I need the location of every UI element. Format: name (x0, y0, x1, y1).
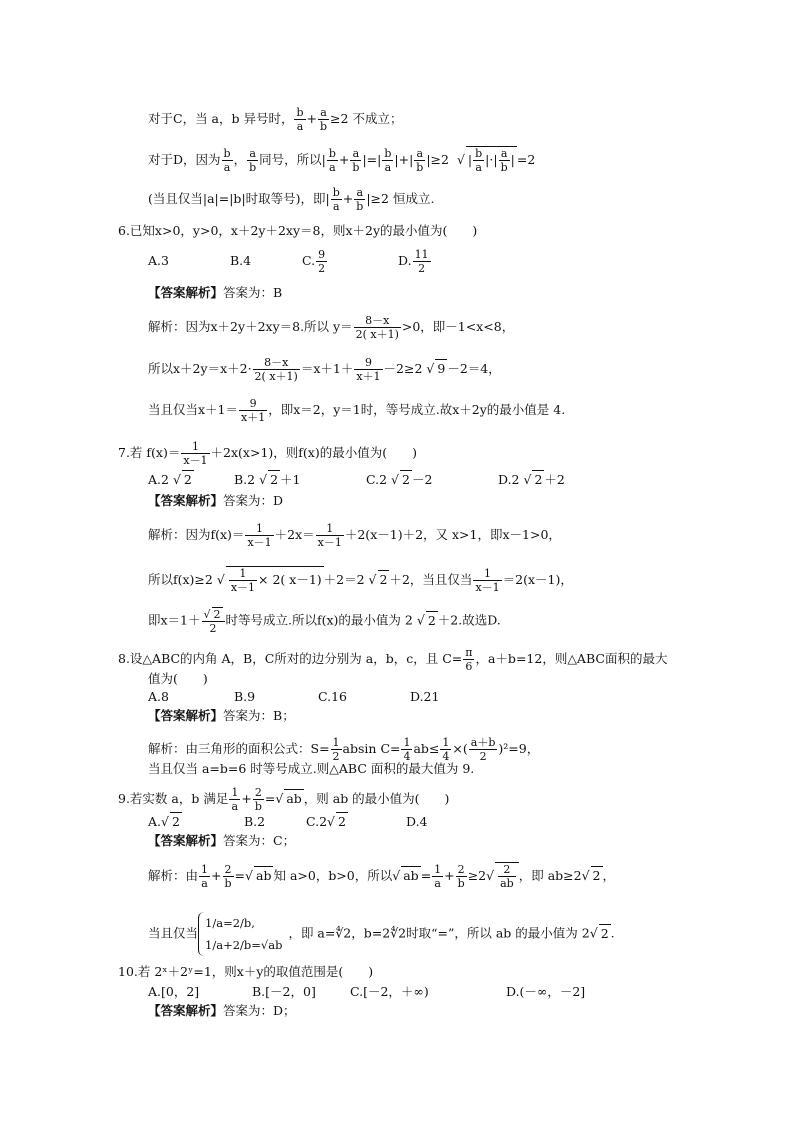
text: －2＝4， (447, 361, 501, 376)
text: |≥2 (426, 152, 449, 167)
text: + (444, 868, 455, 883)
text: ＋2，当且仅当 (389, 572, 473, 587)
fraction (229, 786, 240, 813)
text: |+| (394, 152, 414, 167)
fraction (181, 440, 209, 467)
question-8-cont: 值为( ) (148, 671, 208, 686)
option-c: C.[－2，＋∞) (350, 984, 429, 999)
text: |≥2 恒成立. (366, 191, 435, 206)
fraction (350, 147, 361, 174)
text: 同号，所以| (259, 152, 326, 167)
numerator: 8－x (354, 314, 401, 328)
fraction (245, 522, 273, 549)
denominator: b (224, 877, 232, 890)
denominator: 2 (318, 262, 326, 275)
text: 7.若 f(x)＝ (118, 445, 181, 460)
text: ＋2 (544, 472, 565, 487)
text: 当且仅当 (148, 925, 199, 941)
text-line (148, 106, 402, 133)
text: + (241, 791, 252, 806)
fraction (432, 863, 443, 890)
text: D. (398, 253, 412, 268)
numerator: 9 (318, 248, 326, 261)
question-8 (118, 646, 667, 673)
text: | (467, 152, 473, 167)
text: C. (302, 253, 316, 268)
option-d (398, 248, 432, 275)
option-b (234, 470, 366, 489)
answer-line (148, 492, 283, 510)
text: ＋2.故选D. (437, 612, 501, 628)
denominator: a (434, 877, 441, 890)
answer-tag: 【答案解析】 (148, 493, 224, 508)
fraction (499, 147, 510, 174)
denominator: a (475, 161, 482, 174)
denominator: x－1 (247, 536, 272, 549)
solution-line (148, 912, 615, 956)
text: ，即x＝2，y＝1时，等号成立.故x＋2y的最小值是 4. (268, 402, 566, 417)
text: 9.若实数 a，b 满足 (118, 791, 229, 806)
fraction (331, 186, 342, 213)
text: 时等号成立.所以f(x)的最小值为 2 (225, 612, 413, 628)
text: |·| (485, 152, 498, 167)
solution-line (148, 356, 501, 383)
fraction (222, 147, 233, 174)
option-c (366, 470, 498, 489)
q10-options (148, 983, 585, 1001)
denominator: a (384, 161, 392, 174)
denominator: b (249, 161, 257, 174)
text: ＋2x＝ (274, 527, 315, 542)
denominator: b (457, 877, 465, 890)
numerator: 2 (223, 863, 234, 877)
text: 时取“=”，所以 ab 的最小值为 2 (406, 925, 590, 941)
text: ≥2 不成立； (330, 111, 403, 126)
q8-options (148, 688, 439, 706)
numerator: a (318, 106, 329, 120)
text: B.2 (234, 472, 256, 487)
text: ，即 ab≥2 (518, 868, 582, 883)
text: ×( (452, 741, 468, 756)
text-line (148, 146, 535, 174)
sqrt-icon: √ (392, 868, 401, 883)
fraction (202, 607, 225, 635)
denominator: a (332, 200, 340, 213)
text: 解析：由三角形的面积公式：S= (148, 741, 330, 756)
fraction (239, 397, 267, 424)
sqrt-icon: √ (581, 868, 590, 883)
numerator: b (328, 147, 336, 160)
option-a: A.3 (148, 253, 169, 268)
text: × 2( x－1) (258, 572, 322, 587)
denominator: a (329, 161, 336, 174)
numerator: a (350, 147, 361, 161)
numerator: 1 (229, 567, 257, 581)
text: + (338, 152, 350, 167)
option-d: D.(－∞，－2] (506, 984, 586, 999)
denominator: x－1 (317, 536, 342, 549)
radicand: 2 (534, 472, 543, 487)
fraction (318, 106, 329, 133)
fraction (247, 147, 258, 174)
sqrt-icon: √ (245, 868, 253, 883)
denominator: ab (500, 877, 514, 890)
q7-options (148, 470, 565, 489)
radicand: 2 (379, 572, 388, 587)
text: ab≤ (413, 741, 440, 756)
equation-2: 1/a+2/b=√ab (205, 938, 283, 952)
answer-text: 答案为：D (223, 493, 284, 508)
fraction (223, 863, 234, 890)
numerator: 8－x (253, 356, 300, 370)
option-a: A.8 (148, 689, 169, 704)
sqrt-icon: √ (391, 472, 399, 487)
answer-text: 答案为：D； (223, 1003, 296, 1018)
radicand (466, 146, 517, 174)
text: ＋1 (280, 472, 301, 487)
denominator: a (296, 120, 304, 133)
sqrt-icon: √ (589, 925, 598, 941)
text: 即x＝1＋ (148, 612, 201, 628)
radicand (226, 566, 324, 594)
text: 解析：因为f(x)＝ (148, 527, 245, 542)
fraction (382, 147, 393, 174)
text: ＋2(x－1)＋2，又 x>1，即x－1>0， (344, 527, 561, 542)
sqrt-icon: √ (216, 572, 225, 587)
text: (当且仅当|a|=|b|时取等号)，即| (148, 191, 330, 206)
radicand: 9 (437, 361, 446, 376)
fraction (253, 356, 300, 383)
radicand: ab (256, 868, 272, 883)
fraction (354, 314, 401, 341)
fraction (473, 147, 484, 174)
denominator: 2( x＋1) (355, 328, 399, 341)
radicand: ab (286, 791, 302, 806)
text: 解析：由 (148, 868, 199, 883)
solution-line (148, 862, 615, 890)
solution-line: 当且仅当 a=b=6 时等号成立.则△ABC 面积的最大值为 9. (148, 761, 475, 776)
q9-options (148, 812, 428, 831)
text: 知 a>0，b>0，所以 (273, 868, 393, 883)
sqrt-icon: √ (275, 791, 284, 806)
numerator: 1 (473, 567, 501, 581)
text: | (510, 152, 515, 167)
equation-1: 1/a=2/b, (205, 916, 255, 930)
text: |=| (362, 152, 382, 167)
text: 对于C，当 a，b 异号时， (148, 111, 294, 126)
text: >0，即－1<x<8， (401, 319, 515, 334)
numerator: π (465, 646, 473, 659)
numerator: 1 (181, 440, 209, 454)
sqrt-icon: √ (486, 868, 495, 883)
text: ，则 ab 的最小值为( ) (303, 791, 450, 806)
answer-tag: 【答案解析】 (148, 833, 224, 848)
option-d (498, 470, 565, 489)
answer-tag: 【答案解析】 (148, 285, 224, 300)
question-6: 6.已知x>0，y>0，x＋2y＋2xy＝8，则x＋2y的最小值为( ) (118, 223, 478, 238)
answer-tag: 【答案解析】 (148, 1003, 224, 1018)
equation-system (198, 912, 288, 956)
denominator: 4 (442, 750, 450, 763)
numerator: 1 (231, 786, 239, 799)
text: ，b=2 (351, 925, 391, 941)
text: 对于D，因为 (148, 152, 221, 167)
radicand: 2 (338, 814, 346, 829)
text: . (610, 925, 615, 941)
text: + (211, 868, 222, 883)
denominator: x－1 (475, 581, 500, 594)
radicand: 2 (402, 472, 410, 487)
denominator: b (254, 800, 262, 813)
option-a: A.[0，2] (148, 984, 200, 999)
sqrt-icon: √ (161, 814, 169, 829)
fraction (401, 736, 412, 763)
answer-text: 答案为：B (223, 285, 283, 300)
text: D.2 (498, 472, 520, 487)
numerator: a (354, 186, 365, 200)
radicand: ab (403, 868, 419, 883)
denominator: 2( x＋1) (254, 370, 298, 383)
solution-line (148, 736, 539, 763)
numerator: 1 (332, 736, 340, 749)
numerator: a (247, 147, 258, 161)
fraction (316, 522, 344, 549)
fraction (294, 106, 305, 133)
numerator: 2 (456, 863, 467, 877)
numerator: b (332, 186, 340, 199)
numerator: 1 (442, 736, 450, 749)
text: + (342, 191, 354, 206)
denominator: 2 (418, 262, 426, 275)
denominator: b (356, 200, 364, 213)
denominator: x＋1 (241, 411, 266, 424)
sqrt-icon: √ (172, 472, 181, 487)
option-d: D.4 (406, 814, 428, 829)
numerator: b (475, 147, 483, 160)
radicand: 2 (600, 925, 609, 941)
text: C.2 (306, 814, 328, 829)
text: = (234, 868, 246, 883)
text: ， (233, 152, 247, 167)
radicand: 2 (270, 472, 279, 487)
numerator: 9 (239, 397, 267, 411)
text: ＝x＋1＋ (300, 361, 354, 376)
numerator: 1 (245, 522, 273, 536)
text: )²=9， (498, 741, 540, 756)
text: 8.设△ABC的内角 A，B，C所对的边分别为 a，b，c，且 C= (118, 651, 463, 666)
text: ，a＋b=12，则△ABC面积的最大 (475, 651, 668, 666)
text: ， (602, 868, 616, 883)
fraction (354, 356, 382, 383)
sqrt-icon: √ (416, 612, 425, 628)
solution-line (148, 397, 565, 424)
question-10: 10.若 2ˣ＋2ʸ=1，则x＋y的取值范围是( ) (118, 964, 374, 979)
radicand: 2 (592, 868, 601, 883)
question-7 (118, 440, 417, 467)
text: 所以f(x)≥2 (148, 572, 213, 587)
numerator: b (384, 147, 392, 160)
text: ＝2(x－1)， (502, 572, 573, 587)
sqrt-icon: √ (523, 472, 532, 487)
option-c: C.16 (318, 689, 347, 704)
text-line (148, 186, 434, 213)
radicand (495, 862, 519, 890)
radicand: 2 (427, 612, 436, 628)
text: 当且仅当x＋1＝ (148, 402, 239, 417)
fraction (456, 863, 467, 890)
denominator: 2 (209, 622, 217, 635)
solution-line (148, 522, 561, 549)
denominator: 4 (403, 750, 411, 763)
fraction (327, 147, 338, 174)
text: ，即 a= (288, 925, 336, 941)
option-b: B.2 (244, 814, 266, 829)
answer-tag: 【答案解析】 (148, 708, 224, 723)
numerator: 9 (354, 356, 382, 370)
denominator: a (223, 161, 231, 174)
text: =2 (516, 152, 536, 167)
numerator: 2 (253, 786, 264, 800)
solution-line (148, 314, 514, 341)
option-a (148, 470, 234, 489)
fraction (469, 736, 498, 763)
fraction (440, 736, 451, 763)
option-b: B.4 (230, 253, 252, 268)
numerator: b (296, 106, 304, 119)
fraction (473, 567, 501, 594)
denominator: x－1 (230, 581, 256, 594)
radicand: 2 (171, 814, 180, 829)
fraction (498, 863, 516, 890)
solution-line (148, 566, 573, 594)
text: ＋2x(x>1)，则f(x)的最小值为( ) (210, 445, 417, 460)
option-b: B.9 (234, 689, 256, 704)
fraction (413, 248, 431, 275)
denominator: b (500, 161, 508, 174)
numerator: b (223, 147, 231, 160)
numerator: 1 (434, 863, 442, 876)
sqrt-icon: √ (456, 152, 465, 167)
text: = (264, 791, 276, 806)
answer-line (148, 284, 282, 302)
numerator: 1 (201, 863, 209, 876)
denominator: b (320, 120, 328, 133)
fraction (199, 863, 210, 890)
sqrt-icon: √ (259, 472, 268, 487)
numerator: a (414, 147, 425, 161)
numerator: a (499, 147, 510, 161)
denominator: a (201, 877, 208, 890)
text: 解析：因为x＋2y＋2xy＝8.所以 y＝ (148, 319, 353, 334)
numerator: 1 (403, 736, 411, 749)
denominator: 2 (479, 750, 487, 763)
option-a (148, 812, 244, 831)
text: C.2 (366, 472, 388, 487)
fraction (253, 786, 264, 813)
question-9 (118, 786, 449, 813)
text: ∜2 (335, 925, 352, 941)
text: A.2 (148, 472, 169, 487)
numerator: 2 (498, 863, 516, 877)
radicand: 2 (213, 608, 221, 621)
fraction (463, 646, 474, 673)
q6-options (148, 248, 432, 275)
numerator (202, 607, 225, 622)
sqrt-icon: √ (426, 361, 435, 376)
fraction (414, 147, 425, 174)
text: + (306, 111, 317, 126)
denominator: x－1 (183, 454, 208, 467)
answer-line (148, 1002, 296, 1020)
fraction (316, 248, 327, 275)
sqrt-icon: √ (368, 572, 377, 587)
text: －2≥2 (383, 361, 423, 376)
text: 所以x＋2y＝x＋2· (148, 361, 252, 376)
text: = (420, 868, 432, 883)
answer-line (148, 832, 295, 850)
sqrt-icon: √ (327, 814, 336, 829)
text: －2 (411, 472, 433, 487)
option-c (302, 248, 398, 275)
option-c (306, 812, 406, 831)
sqrt-icon: √ (203, 608, 211, 621)
denominator: a (231, 800, 239, 813)
text: ＋2＝2 (323, 572, 365, 587)
text: ∜2 (390, 925, 407, 941)
text: absin C= (342, 741, 401, 756)
option-b: B.[－2，0] (252, 984, 316, 999)
fraction (354, 186, 365, 213)
text: ≥2 (467, 868, 487, 883)
denominator: b (416, 161, 424, 174)
denominator: b (352, 161, 360, 174)
numerator: a＋b (470, 736, 496, 749)
answer-line (148, 707, 295, 725)
denominator: 6 (465, 660, 473, 673)
radicand: 2 (183, 472, 192, 487)
denominator: x＋1 (356, 370, 381, 383)
fraction (331, 736, 342, 763)
numerator: 1 (316, 522, 344, 536)
numerator: 11 (414, 248, 429, 261)
text: A. (148, 814, 162, 829)
denominator: 2 (332, 750, 340, 763)
answer-text: 答案为：C； (223, 833, 296, 848)
fraction (229, 567, 257, 594)
solution-line (148, 607, 501, 635)
option-d: D.21 (410, 689, 440, 704)
answer-text: 答案为：B； (223, 708, 295, 723)
